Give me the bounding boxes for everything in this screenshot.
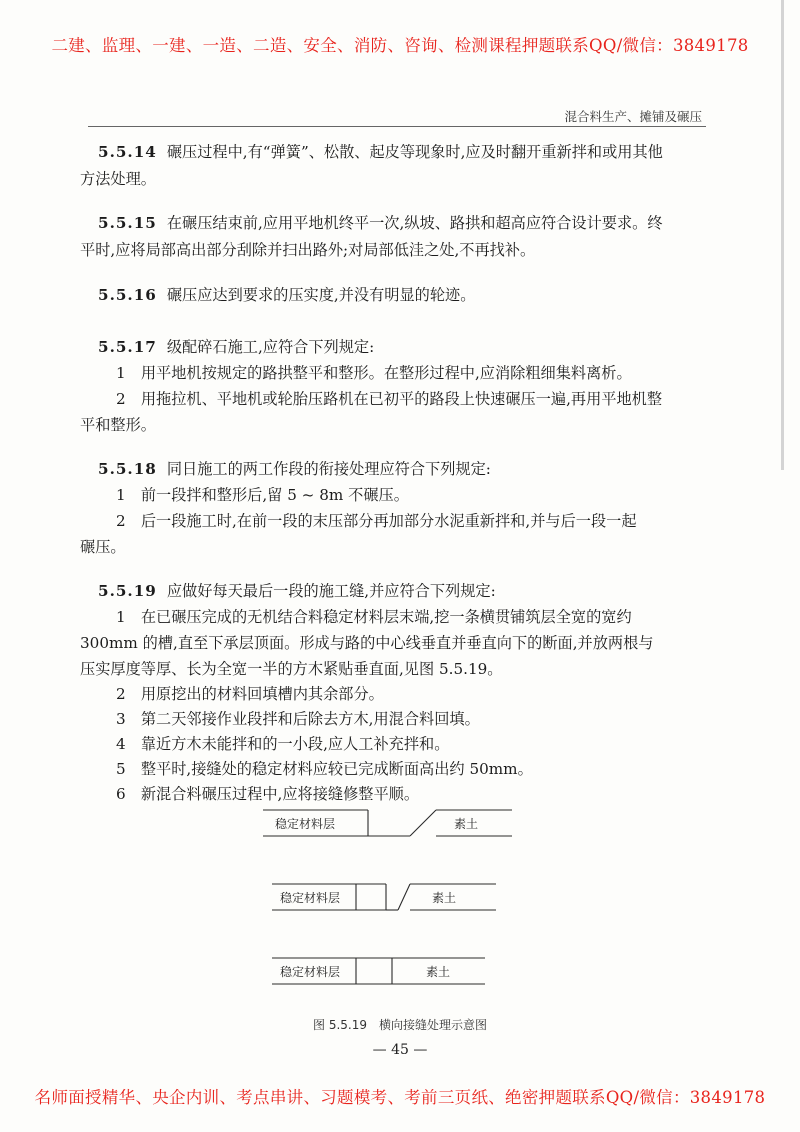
clause-5-5-19-item-2: 2 用原挖出的材料回填槽内其余部分。 [116,685,384,703]
clause-5-5-19-item-5: 5 整平时,接缝处的稳定材料应较已完成断面高出约 50mm。 [116,760,533,778]
clause-5-5-19-item-1-cont: 压实厚度等厚、长为全宽一半的方木紧贴垂直面,见图 5.5.19。 [80,660,503,678]
clause-5-5-19-item-3: 3 第二天邻接作业段拌和后除去方木,用混合料回填。 [116,710,480,728]
diagram-1-left-label: 稳定材料层 [275,817,336,831]
clause-5-5-18-item-1: 1 前一段拌和整形后,留 5 ~ 8m 不碾压。 [116,486,409,504]
clause-5-5-17-item-1: 1 用平地机按规定的路拱整平和整形。在整形过程中,应消除粗细集料离析。 [116,364,632,382]
clause-number: 5.5.17 [98,338,157,356]
clause-number: 5.5.19 [98,582,157,600]
clause-5-5-18-item-2: 2 后一段施工时,在前一段的末压部分再加部分水泥重新拌和,并与后一段一起 [116,512,637,530]
joint-diagram-3 [272,958,485,984]
clause-number: 5.5.15 [98,214,157,232]
diagram-2-left-label: 稳定材料层 [280,891,341,905]
diagram-1-right-label: 素土 [454,817,479,831]
clause-5-5-18: 5.5.18 同日施工的两工作段的衔接处理应符合下列规定: [98,460,491,478]
bottom-ad-banner: 名师面授精华、央企内训、考点串讲、习题模考、考前三页纸、绝密押题联系QQ/微信：3849178 [34,1088,766,1107]
clause-5-5-14: 5.5.14 碾压过程中,有“弹簧”、松散、起皮等现象时,应及时翻开重新拌和或用其他 [98,143,663,161]
joint-diagram-2 [272,884,496,910]
clause-5-5-18-item-2-cont: 碾压。 [80,538,126,556]
joint-diagram-1 [263,810,512,836]
clause-number: 5.5.14 [98,143,157,161]
clause-5-5-17-item-2: 2 用拖拉机、平地机或轮胎压路机在已初平的路段上快速碾压一遍,再用平地机整 [116,390,663,408]
clause-5-5-19-item-6: 6 新混合料碾压过程中,应将接缝修整平顺。 [116,785,420,803]
page-number: — 45 — [372,1042,428,1058]
diagram-3-left-label: 稳定材料层 [280,965,341,979]
clause-5-5-16: 5.5.16 碾压应达到要求的压实度,并没有明显的轮迹。 [98,286,476,304]
clause-5-5-14-cont: 方法处理。 [80,170,156,188]
clause-number: 5.5.16 [98,286,157,304]
figure-caption: 图 5.5.19 横向接缝处理示意图 [313,1018,487,1032]
clause-5-5-15: 5.5.15 在碾压结束前,应用平地机终平一次,纵坡、路拱和超高应符合设计要求。终 [98,214,663,232]
clause-5-5-19-item-1-cont: 300mm 的槽,直至下承层顶面。形成与路的中心线垂直并垂直向下的断面,并放两根与 [80,634,654,652]
clause-5-5-19-item-4: 4 靠近方木未能拌和的一小段,应人工补充拌和。 [116,735,450,753]
clause-5-5-15-cont: 平时,应将局部高出部分刮除并扫出路外;对局部低洼之处,不再找补。 [80,241,536,259]
clause-5-5-17: 5.5.17 级配碎石施工,应符合下列规定: [98,338,375,356]
diagram-2-right-label: 素土 [432,891,457,905]
clause-5-5-17-item-2-cont: 平和整形。 [80,416,156,434]
top-ad-banner: 二建、监理、一建、一造、二造、安全、消防、咨询、检测课程押题联系QQ/微信：3849178 [51,36,749,55]
running-head: 混合料生产、摊铺及碾压 [564,109,702,124]
clause-5-5-19-item-1: 1 在已碾压完成的无机结合料稳定材料层末端,挖一条横贯铺筑层全宽的宽约 [116,608,632,626]
clause-5-5-19: 5.5.19 应做好每天最后一段的施工缝,并应符合下列规定: [98,582,496,600]
clause-number: 5.5.18 [98,460,157,478]
diagram-3-right-label: 素土 [426,965,451,979]
